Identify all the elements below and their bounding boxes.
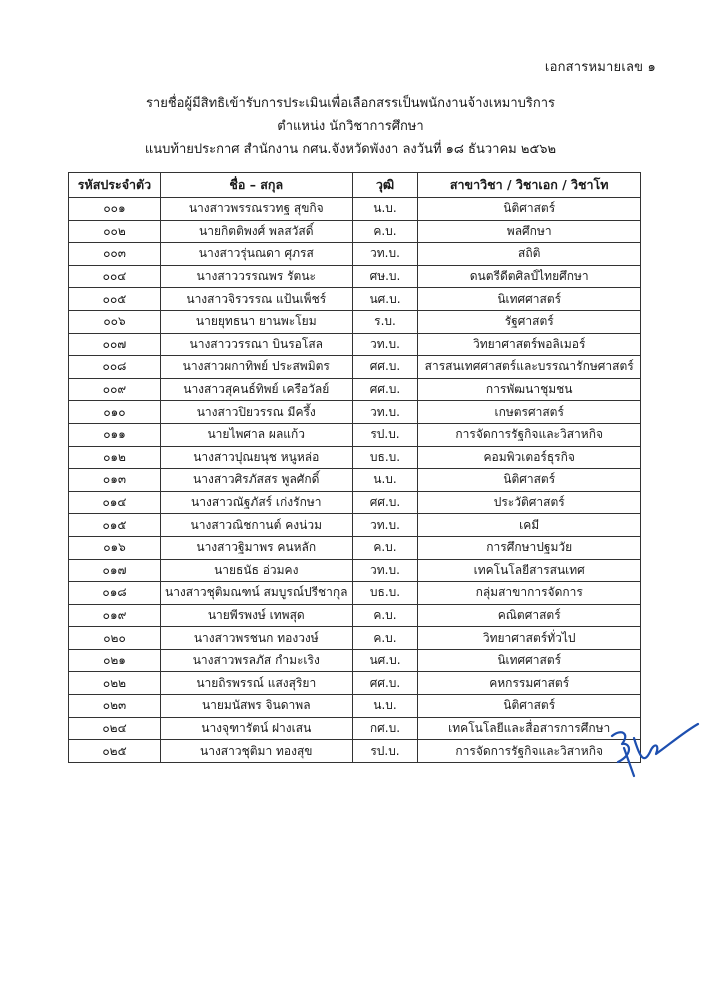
table-row xyxy=(69,469,641,492)
header-title: รายชื่อผู้มีสิทธิเข้ารับการประเมินเพื่อเลือกสรรเป็นพนักงานจ้างเหมาบริการ xyxy=(145,96,556,111)
cell-major: รัฐศาสตร์ xyxy=(418,310,641,333)
cell-degree: วท.บ. xyxy=(352,559,418,582)
cell-major: นิเทศศาสตร์ xyxy=(418,288,641,311)
cell-degree: น.บ. xyxy=(352,695,418,718)
cell-degree: ศษ.บ. xyxy=(352,265,418,288)
cell-major: คอมพิวเตอร์ธุรกิจ xyxy=(418,446,641,469)
cell-degree: วท.บ. xyxy=(352,243,418,266)
cell-name: นางสาวณิชกานต์ คงน่วม xyxy=(160,514,352,537)
cell-degree: ค.บ. xyxy=(352,627,418,650)
cell-major: พลศึกษา xyxy=(418,220,641,243)
cell-code: ๐๐๙ xyxy=(69,378,161,401)
cell-code: ๐๑๕ xyxy=(69,514,161,537)
cell-degree: ค.บ. xyxy=(352,536,418,559)
cell-degree: วท.บ. xyxy=(352,401,418,424)
cell-name: นางสาวผกาทิพย์ ประสพมิตร xyxy=(160,356,352,379)
cell-degree: น.บ. xyxy=(352,469,418,492)
cell-degree: บธ.บ. xyxy=(352,446,418,469)
cell-name: นางสาวชุติมา ทองสุข xyxy=(160,740,352,763)
cell-code: ๐๐๗ xyxy=(69,333,161,356)
cell-name: นายไพศาล ผลแก้ว xyxy=(160,423,352,446)
document-header xyxy=(0,92,701,161)
cell-degree: ค.บ. xyxy=(352,220,418,243)
cell-major: การพัฒนาชุมชน xyxy=(418,378,641,401)
cell-degree: ค.บ. xyxy=(352,604,418,627)
cell-code: ๐๐๒ xyxy=(69,220,161,243)
cell-name: นางสาวณัฐภัสร์ เก่งรักษา xyxy=(160,491,352,514)
cell-major: นิติศาสตร์ xyxy=(418,198,641,221)
column-header-code: รหัสประจำตัว xyxy=(69,173,161,198)
cell-code: ๐๐๓ xyxy=(69,243,161,266)
cell-major: กลุ่มสาขาการจัดการ xyxy=(418,582,641,605)
cell-code: ๐๒๕ xyxy=(69,740,161,763)
cell-major: สถิติ xyxy=(418,243,641,266)
table-row xyxy=(69,582,641,605)
cell-code: ๐๐๕ xyxy=(69,288,161,311)
table-row xyxy=(69,333,641,356)
table-row xyxy=(69,446,641,469)
table-row xyxy=(69,198,641,221)
cell-degree: นศ.บ. xyxy=(352,288,418,311)
cell-name: นางสาวจิรวรรณ แป้นเพ็ชร์ xyxy=(160,288,352,311)
cell-code: ๐๒๑ xyxy=(69,649,161,672)
cell-degree: ศศ.บ. xyxy=(352,356,418,379)
table-row xyxy=(69,220,641,243)
cell-degree: รป.บ. xyxy=(352,423,418,446)
table-row xyxy=(69,356,641,379)
cell-major: นิติศาสตร์ xyxy=(418,469,641,492)
cell-name: นางสาวพรรณรวทฐ สุขกิจ xyxy=(160,198,352,221)
cell-degree: รป.บ. xyxy=(352,740,418,763)
cell-major: เทคโนโลยีและสื่อสารการศึกษา xyxy=(418,717,641,740)
cell-code: ๐๑๐ xyxy=(69,401,161,424)
cell-name: นางสาวพรชนก ทองวงษ์ xyxy=(160,627,352,650)
table-row xyxy=(69,649,641,672)
table-row xyxy=(69,536,641,559)
cell-degree: วท.บ. xyxy=(352,514,418,537)
table-row xyxy=(69,288,641,311)
cell-degree: ศศ.บ. xyxy=(352,378,418,401)
cell-name: นายธนัธ อ่วมคง xyxy=(160,559,352,582)
cell-code: ๐๑๖ xyxy=(69,536,161,559)
cell-name: นางสาวชุติมณฑน์ สมบูรณ์ปรีชากุล xyxy=(160,582,352,605)
table-row xyxy=(69,378,641,401)
cell-degree: วท.บ. xyxy=(352,333,418,356)
cell-code: ๐๑๓ xyxy=(69,469,161,492)
cell-major: การจัดการรัฐกิจและวิสาหกิจ xyxy=(418,740,641,763)
cell-code: ๐๐๔ xyxy=(69,265,161,288)
cell-code: ๐๒๔ xyxy=(69,717,161,740)
column-header-major: สาขาวิชา / วิชาเอก / วิชาโท xyxy=(418,173,641,198)
table-row xyxy=(69,627,641,650)
cell-code: ๐๑๔ xyxy=(69,491,161,514)
table-row xyxy=(69,243,641,266)
table-row xyxy=(69,514,641,537)
table-row xyxy=(69,672,641,695)
table-row xyxy=(69,695,641,718)
cell-code: ๐๑๑ xyxy=(69,423,161,446)
cell-degree: บธ.บ. xyxy=(352,582,418,605)
cell-name: นางสาววรรณา บินรอโสล xyxy=(160,333,352,356)
cell-name: นายถิรพรรณ์ แสงสุริยา xyxy=(160,672,352,695)
cell-name: นายยุทธนา ยานพะโยม xyxy=(160,310,352,333)
cell-name: นางสาวรุ่นณดา ศุภรส xyxy=(160,243,352,266)
table-row xyxy=(69,401,641,424)
table-row xyxy=(69,310,641,333)
cell-code: ๐๑๗ xyxy=(69,559,161,582)
candidates-table xyxy=(68,172,641,763)
header-announcement: แนบท้ายประกาศ สำนักงาน กศน.จังหวัดพังงา ลงวันที่ ๑๘ ธันวาคม ๒๕๖๒ xyxy=(144,142,557,157)
cell-name: นางสาวศิรภัสสร พูลศักดิ์ xyxy=(160,469,352,492)
cell-major: ประวัติศาสตร์ xyxy=(418,491,641,514)
cell-major: คหกรรมศาสตร์ xyxy=(418,672,641,695)
header-position: ตำแหน่ง นักวิชาการศึกษา xyxy=(277,119,424,134)
cell-degree: ศศ.บ. xyxy=(352,672,418,695)
cell-code: ๐๒๒ xyxy=(69,672,161,695)
cell-name: นางสาวปิยวรรณ มีครึ้ง xyxy=(160,401,352,424)
cell-code: ๐๒๓ xyxy=(69,695,161,718)
cell-major: คณิตศาสตร์ xyxy=(418,604,641,627)
cell-major: นิติศาสตร์ xyxy=(418,695,641,718)
cell-major: การศึกษาปฐมวัย xyxy=(418,536,641,559)
cell-major: วิทยาศาสตร์ทั่วไป xyxy=(418,627,641,650)
cell-name: นางสาวสุคนธ์ทิพย์ เครือวัลย์ xyxy=(160,378,352,401)
table-row xyxy=(69,265,641,288)
table-row xyxy=(69,740,641,763)
cell-major: ดนตรีดีตศิลป์ไทยศึกษา xyxy=(418,265,641,288)
cell-name: นางสาวพรลภัส กำมะเริง xyxy=(160,649,352,672)
cell-name: นายกิตติพงศ์ พลสวัสดิ์ xyxy=(160,220,352,243)
table-row xyxy=(69,423,641,446)
cell-code: ๐๐๘ xyxy=(69,356,161,379)
cell-degree: น.บ. xyxy=(352,198,418,221)
cell-name: นางจุฑารัตน์ ฝางเสน xyxy=(160,717,352,740)
cell-code: ๐๑๒ xyxy=(69,446,161,469)
cell-name: นางสาววรรณพร รัตนะ xyxy=(160,265,352,288)
cell-code: ๐๑๙ xyxy=(69,604,161,627)
column-header-name: ชื่อ – สกุล xyxy=(160,173,352,198)
cell-name: นางสาวฐิมาพร คนหลัก xyxy=(160,536,352,559)
cell-name: นายมนัสพร จินดาพล xyxy=(160,695,352,718)
cell-major: เกษตรศาสตร์ xyxy=(418,401,641,424)
table-row xyxy=(69,491,641,514)
cell-name: นางสาวปุณยนุช หนูหล่อ xyxy=(160,446,352,469)
cell-name: นายพีรพงษ์ เทพสุด xyxy=(160,604,352,627)
cell-degree: นศ.บ. xyxy=(352,649,418,672)
cell-degree: กศ.บ. xyxy=(352,717,418,740)
table-row xyxy=(69,604,641,627)
cell-major: เคมี xyxy=(418,514,641,537)
cell-major: นิเทศศาสตร์ xyxy=(418,649,641,672)
cell-code: ๐๒๐ xyxy=(69,627,161,650)
column-header-degree: วุฒิ xyxy=(352,173,418,198)
cell-degree: ร.บ. xyxy=(352,310,418,333)
document-number: เอกสารหมายเลข ๑ xyxy=(544,60,656,75)
cell-major: การจัดการรัฐกิจและวิสาหกิจ xyxy=(418,423,641,446)
table-row xyxy=(69,717,641,740)
table-row xyxy=(69,559,641,582)
cell-major: วิทยาศาสตร์พอลิเมอร์ xyxy=(418,333,641,356)
cell-major: สารสนเทศศาสตร์และบรรณารักษศาสตร์ xyxy=(418,356,641,379)
cell-degree: ศศ.บ. xyxy=(352,491,418,514)
handwritten-signature xyxy=(600,714,700,794)
cell-major: เทคโนโลยีสารสนเทศ xyxy=(418,559,641,582)
cell-code: ๐๐๖ xyxy=(69,310,161,333)
table-header-row xyxy=(69,173,641,198)
cell-code: ๐๑๘ xyxy=(69,582,161,605)
cell-code: ๐๐๑ xyxy=(69,198,161,221)
